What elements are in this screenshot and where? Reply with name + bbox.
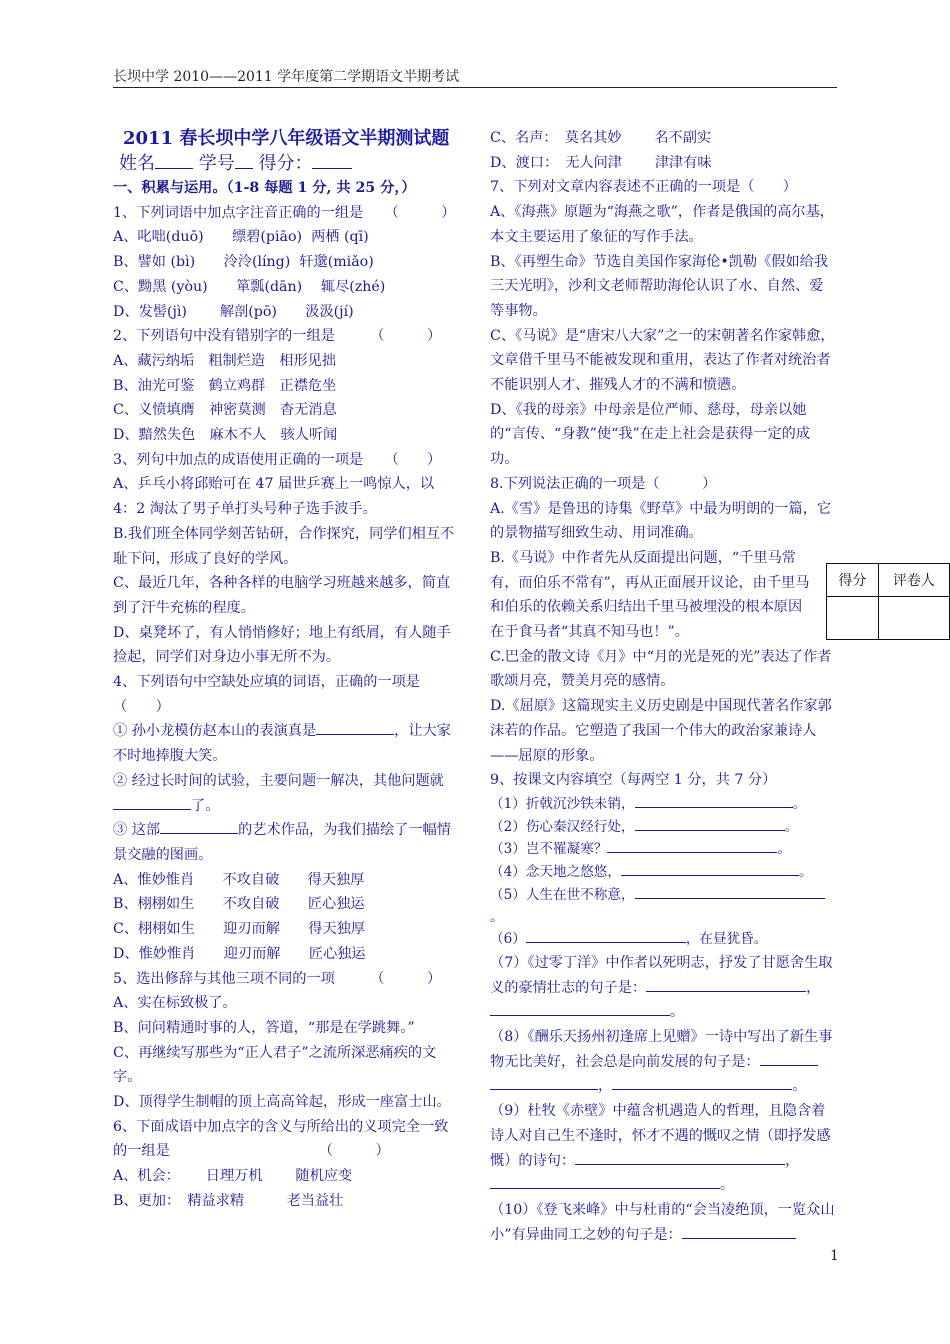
fill-blank[interactable] (621, 861, 799, 876)
grader-cell[interactable] (878, 597, 949, 640)
q8-stem: 8.下列说法正确的一项是（ ） (490, 475, 717, 492)
fill-line-2: （2）伤心秦汉经行处， 。 (490, 816, 837, 839)
fill-blank[interactable] (607, 838, 777, 853)
fill-line-8: （8）《酬乐天扬州初逢席上见赠》一诗中写出了新生事物无比美好，社会总是向前发展的句子是：， 。 (490, 1029, 833, 1095)
fill-blank[interactable] (682, 1224, 796, 1239)
q5-option-c: C、再继续写那些为“正人君子”之流所深恶痛疾的文字。 (113, 1044, 437, 1086)
question-line: C、黝黑 (yòu) 箪瓢(dān) 辄尽(zhé) (113, 278, 386, 295)
left-column (113, 126, 461, 1214)
question-line: C、栩栩如生 迎刃而解 得天独厚 (113, 921, 366, 938)
fill-blank[interactable] (113, 795, 191, 810)
right-column (490, 126, 837, 1247)
q7-option-d: D、《我的母亲》中母亲是位严师、慈母，母亲以她的“言传、“身教”使“我”在走上社会是获得一定的成功。 (490, 401, 811, 468)
fill-line-5: （5）人生在世不称意，。 (490, 884, 837, 928)
q7-option-c: C、《马说》是“唐宋八大家”之一的宋朝著名作家韩愈，文章借千里马不能被发现和重用，表达了作者对统治者不能识别人才、摧残人才的不满和愤懑。 (490, 327, 835, 394)
fill-blank[interactable] (490, 1174, 720, 1189)
fill-blank[interactable] (612, 1075, 792, 1090)
question-line: D、渡口： 无人问津 津津有味 (490, 154, 712, 171)
q4-sentence-2: ② 经过长时间的试验，主要问题一解决，其他问题就了。 (113, 772, 444, 814)
question-line: 3、列句中加点的成语使用正确的一项是 （ ） (113, 451, 442, 468)
fill-line-10: （10）《登飞来峰》中与杜甫的“会当凌绝顶，一览众山小”有异曲同工之妙的句子是： (490, 1201, 835, 1243)
q8-option-b: B.《马说》中作者先从反面提出问题，“千里马常有，而伯乐不常有”，再从正面展开议论，由千里马和伯乐的依赖关系归结出千里马被埋没的根本原因在于食马者“其真不知马也！”。 (490, 549, 810, 641)
fill-line-9: （9）杜牧《赤壁》中蕴含机遇造人的哲理，且隐含着诗人对自己生不逢时，怀才不遇的慨叹之情（即抒发感慨）的诗句： ，。 (490, 1103, 831, 1194)
fill-blank[interactable] (635, 884, 825, 899)
fill-blank[interactable] (316, 720, 394, 735)
score-blank[interactable] (312, 154, 352, 169)
q7-option-b: B、《再塑生命》节选自美国作家海伦•凯勒《假如给我三天光明》，沙利文老师帮助海伦认识了水、自然、爱等事物。 (490, 253, 829, 319)
page-number: 1 (830, 1248, 839, 1264)
fill-line-1: （1）折戟沉沙铁未销， 。 (490, 793, 837, 816)
score-cell[interactable] (827, 597, 879, 640)
student-info-line (113, 152, 461, 176)
score-box (826, 563, 950, 640)
page-header: 长坝中学 2010——2011 学年度第二学期语文半期考试 (113, 69, 460, 85)
fill-blank[interactable] (575, 1150, 785, 1165)
score-label: 得分： (258, 153, 313, 174)
q6-option-b: B、更加： 精益求精 老当益壮 (113, 1192, 344, 1209)
fill-blank[interactable] (526, 928, 686, 943)
question-line: A、实在标致极了。 (113, 995, 237, 1012)
question-line: C、名声： 莫名其妙 名不副实 (490, 130, 712, 146)
question-line: B、栩栩如生 不攻自破 匠心独运 (113, 896, 365, 913)
fill-line-7: （7）《过零丁洋》中作者以死明志，抒发了甘愿舍生取义的豪情壮志的句子是： ，。 (490, 954, 833, 1021)
q4-sentence-3: ③ 这部 的艺术作品，为我们描绘了一幅情景交融的图画。 (113, 818, 461, 867)
section-1-heading: 一、积累与运用。（1-8 每题 1 分, 共 25 分，） (113, 180, 416, 196)
number-blank[interactable] (235, 154, 253, 169)
q3-option-b: B.我们班全体同学刻苦钻研，合作探究，同学们相互不耻下问，形成了良好的学风。 (113, 525, 455, 567)
question-line: B、问问精通时事的人，答道，“那是在学跳舞。” (113, 1019, 415, 1036)
question-line: A、叱咄(duō) 缥碧(piāo) 两栖 (qī) (113, 229, 369, 246)
fill-line-6: （6） ，在昼犹昏。 (490, 928, 837, 951)
name-label: 姓名 (119, 153, 155, 174)
q4-sentence-1: ① 孙小龙模仿赵本山的表演真是 ，让大家不时地捧腹大笑。 (113, 719, 461, 768)
q3-option-a: A、乒乓小将邱贻可在 47 届世乒赛上一鸣惊人，以 4：2 淘汰了男子单打头号种子选手波手。 (113, 476, 435, 518)
question-line: A、藏污纳垢 粗制烂造 相形见拙 (113, 352, 337, 369)
q6-stem: 6、下面成语中加点字的含义与所给出的义项完全一致的一组是 （ ） (113, 1118, 449, 1160)
fill-blank[interactable] (635, 793, 793, 808)
q8-option-c: C.巴金的散文诗《月》中“月的光是死的光”表达了作者歌颂月亮，赞美月亮的感情。 (490, 648, 832, 690)
question-line: B、譬如 (bì) 泠泠(líng) 轩邈(miǎo) (113, 254, 374, 271)
question-line: 1、下列词语中加点字注音正确的一组是 （ ） (113, 204, 456, 221)
name-blank[interactable] (155, 154, 193, 169)
question-line: C、义愤填膺 神密莫测 杳无消息 (113, 402, 337, 419)
question-line: D、惟妙惟肖 迎刃而解 匠心独运 (113, 945, 366, 962)
exam-title: 2011 春长坝中学八年级语文半期测试题 (123, 128, 450, 149)
q9-stem: 9、按课文内容填空（每两空 1 分，共 7 分） (490, 772, 777, 789)
question-line: D、发髻(jì) 解剖(pō) 汲汲(jí) (113, 303, 354, 320)
header-rule (113, 87, 837, 88)
question-line: B、油光可鉴 鹤立鸡群 正襟危坐 (113, 377, 337, 394)
question-line: 5、选出修辞与其他三项不同的一项 （ ） (113, 970, 442, 987)
q6-option-a: A、机会： 日理万机 随机应变 (113, 1168, 353, 1185)
fill-blank[interactable] (635, 816, 785, 831)
fill-blank[interactable] (490, 1001, 670, 1016)
fill-blank[interactable] (490, 1075, 598, 1090)
q7-option-a: A、《海燕》原题为“海燕之歌”，作者是俄国的高尔基，本文主要运用了象征的写作手法。 (490, 204, 834, 245)
q5-option-d: D、顶得学生制帽的顶上高高耸起，形成一座富士山。 (113, 1094, 451, 1111)
question-line: 7、下列对文章内容表述不正确的一项是（ ） (490, 179, 797, 196)
fill-line-4: （4）念天地之悠悠， 。 (490, 861, 837, 884)
q8-option-a: A.《雪》是鲁迅的诗集《野草》中最为明朗的一篇，它的景物描写细致生动、用词准确。 (490, 500, 832, 542)
grader-header: 评卷人 (878, 564, 949, 597)
question-line: A、惟妙惟肖 不攻自破 得天独厚 (113, 871, 365, 888)
q3-option-c: C、最近几年，各种各样的电脑学习班越来越多，简直到了汗牛充栋的程度。 (113, 575, 451, 616)
score-header: 得分 (827, 564, 879, 597)
q8-option-d: D.《屈原》这篇现实主义历史剧是中国现代著名作家郭沫若的作品。它塑造了我国一个伟大的政治家兼诗人——屈原的形象。 (490, 698, 832, 764)
question-line: D、黯然失色 麻木不人 骇人听闻 (113, 427, 338, 444)
q3-option-d: D、桌凳坏了，有人悄悄修好；地上有纸屑，有人随手捡起，同学们对身边小事无所不为。 (113, 624, 451, 666)
fill-blank[interactable] (646, 977, 806, 992)
number-label: 学号 (198, 153, 235, 174)
q4-stem: 4、下列语句中空缺处应填的词语，正确的一项是（ ） (113, 674, 420, 715)
fill-line-3: （3）岂不罹凝寒？ 。 (490, 838, 837, 861)
question-line: 2、下列语句中没有错别字的一组是 （ ） (113, 328, 442, 345)
fill-blank[interactable] (160, 819, 238, 834)
fill-blank[interactable] (760, 1051, 818, 1066)
